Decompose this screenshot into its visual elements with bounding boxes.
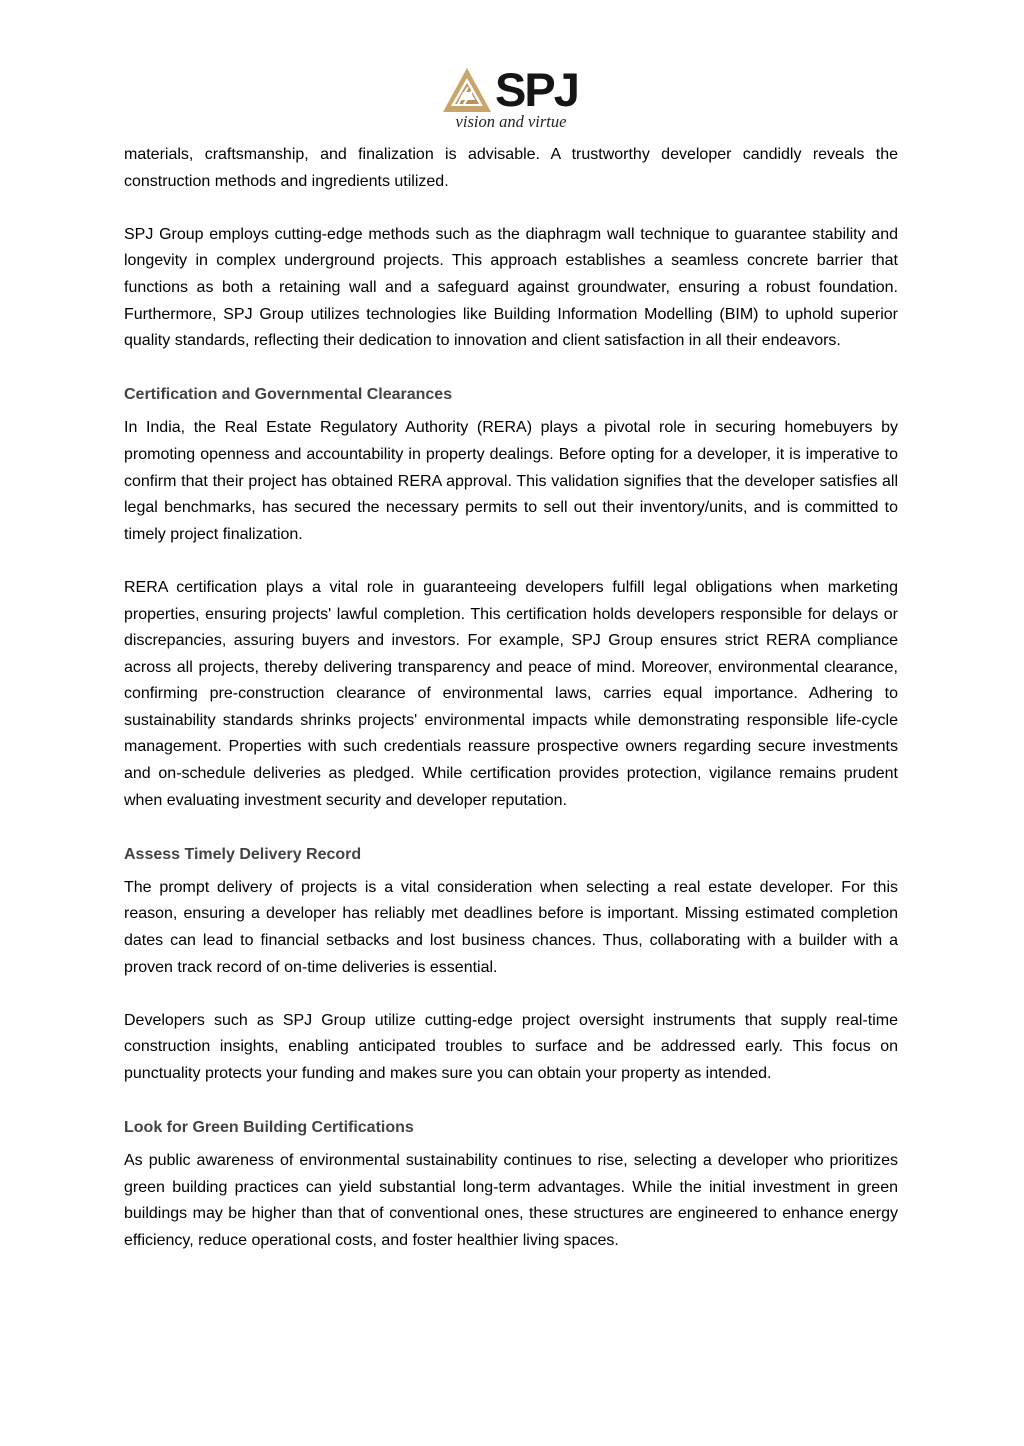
paragraph-spj-methods: SPJ Group employs cutting-edge methods such as the diaphragm wall technique to guarantee stability and longevity in complex underground projects. This approach establishes a seamless concrete barrier that functions as both a retaining wall and a safeguard against groundwater, ensuring a robust foundation. Furthermore, SPJ Group utilizes technologies like Building Information Modelling (BIM) to uphold superior quality standards, reflecting their dedication to innovation and client satisfaction in all their endeavors. (124, 225, 898, 350)
logo-tagline: vision and virtue (455, 112, 567, 131)
logo-wordmark: SPJ (495, 63, 578, 116)
spj-logo (441, 63, 581, 132)
triangle-logo-icon (441, 66, 493, 114)
paragraph-green-building: As public awareness of environmental sustainability continues to rise, selecting a developer who prioritizes green building practices can yield substantial long-term advantages. While the initial investment in green buildings may be higher than that of conventional ones, these structures are engineered to enhance energy efficiency, reduce operational costs, and foster healthier living spaces. (124, 1152, 898, 1249)
paragraph-rera-certification: RERA certification plays a vital role in guaranteeing developers fulfill legal obligations when marketing properties, ensuring projects' lawful completion. This certification holds developers responsible for delays or discrepancies, assuring buyers and investors. For example, SPJ Group ensures strict RERA compliance across all projects, thereby delivering transparency and peace of mind. Moreover, environmental clearance, confirming pre-construction clearance of environmental laws, carries equal importance. Adhering to sustainability standards shrinks projects' environmental impacts while demonstrating responsible life-cycle management. Properties with such credentials reassure prospective owners regarding secure investments and on-schedule deliveries as pledged. While certification provides protection, vigilance remains prudent when evaluating investment security and developer reputation. (124, 578, 898, 809)
paragraph-materials: materials, craftsmanship, and finalization is advisable. A trustworthy developer candidly reveals the construction methods and ingredients utilized. (124, 146, 898, 190)
paragraph-rera-role: In India, the Real Estate Regulatory Authority (RERA) plays a pivotal role in securing homebuyers by promoting openness and accountability in property dealings. Before opting for a developer, it is imperative to confirm that their project has obtained RERA approval. This validation signifies that the developer satisfies all legal benchmarks, has secured the necessary permits to sell out their inventory/units, and is committed to timely project finalization. (124, 419, 898, 543)
paragraph-oversight-tools: Developers such as SPJ Group utilize cutting-edge project oversight instruments that supply real-time construction insights, enabling anticipated troubles to surface and be addressed early. This focus on punctuality protects your funding and makes sure you can obtain your property as intended. (124, 1011, 898, 1082)
article-body (124, 142, 898, 1255)
heading-green-building: Look for Green Building Certifications (124, 1119, 414, 1137)
heading-timely-delivery: Assess Timely Delivery Record (124, 845, 362, 863)
paragraph-prompt-delivery: The prompt delivery of projects is a vital consideration when selecting a real estate developer. For this reason, ensuring a developer has reliably met deadlines before is important. Missing estimated completion dates can lead to financial setbacks and lost business chances. Thus, collaborating with a builder with a proven track record of on-time deliveries is essential. (124, 878, 898, 976)
heading-certification: Certification and Governmental Clearances (124, 386, 453, 404)
